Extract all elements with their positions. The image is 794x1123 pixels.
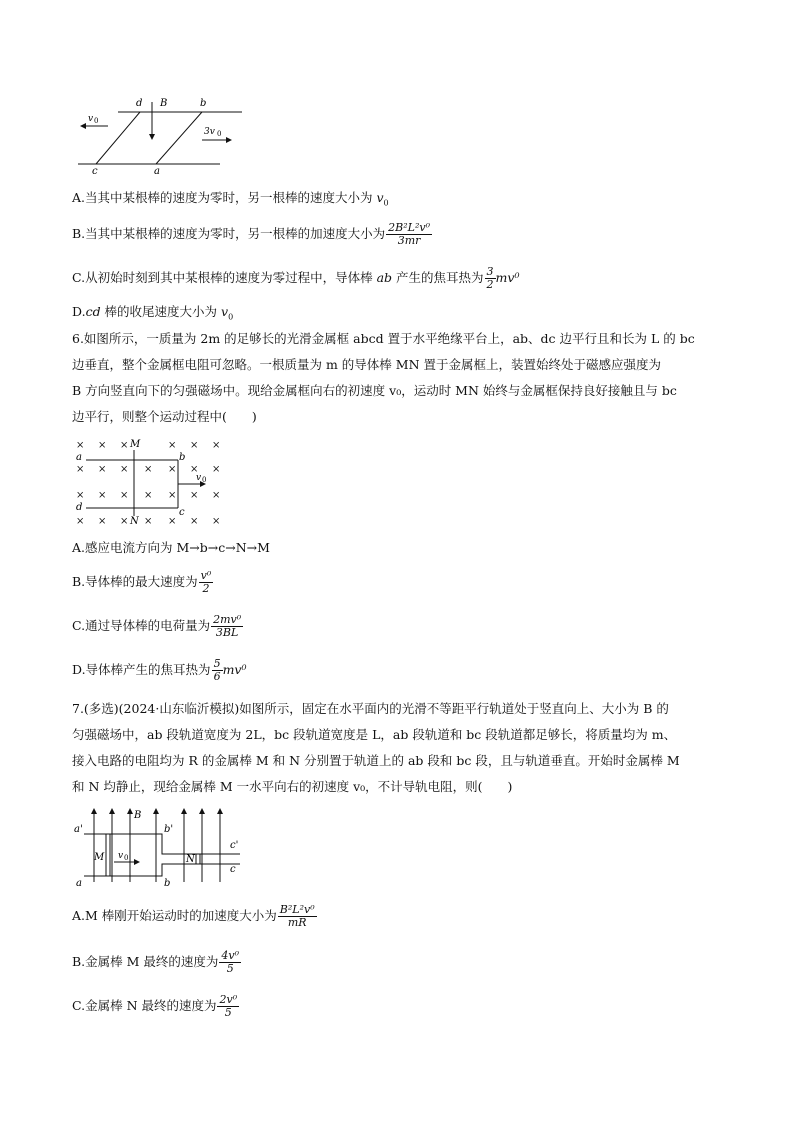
q5-fig-label-3v-sub: 0 [217,130,222,138]
q6-c-fraction: $\frac{\text{2mv⁰}}{3BL}$ [213,613,242,639]
q7-b-fraction: $\frac{\text{4v⁰}}{5}$ [221,949,240,975]
q6-option-c: C.通过导体棒的电荷量为 $\frac{\text{2mv⁰}}{3BL}$ [72,613,242,639]
q6-fig-label-v-sub: 0 [202,476,207,484]
q6-stem-line3: B 方向竖直向下的匀强磁场中。现给金属框向右的初速度 v₀，运动时 MN 始终与金属框保持良好接触且与 bc [72,383,677,398]
q5-fig-label-3v: 3v [204,127,215,137]
q6-option-b: B.导体棒的最大速度为 $\frac{\text{v⁰}}{2}$ [72,569,212,595]
q6-fig-label-c: c [179,507,185,518]
q7-fig-label-v-sub: 0 [124,854,129,862]
q6-fig-label-N: N [130,516,139,527]
q6-field-cross: × [168,464,177,475]
q6-figure [72,436,232,528]
q5-fig-label-d: d [136,98,143,109]
q7-a-fraction: $\frac{\text{B²L²v⁰}}{mR}$ [279,903,315,929]
q5-option-b: B.当其中某根棒的速度为零时，另一根棒的加速度大小为 $\frac{\text{2B²L²v⁰}}{3mr}$ [72,221,431,247]
q5-fig-label-a: a [154,166,160,176]
q7-option-b: B.金属棒 M 最终的速度为 $\frac{\text{4v⁰}}{5}$ [72,949,240,975]
q6-fig-label-v: v [196,473,202,483]
q6-field-cross: × [212,440,221,451]
q6-fig-label-a: a [76,452,82,463]
q6-field-cross: × [120,464,129,475]
q7-fig-label-v: v [118,851,124,861]
q6-stem-line2: 边垂直，整个金属框电阻可忽略。一根质量为 m 的导体棒 MN 置于金属框上，装置始终处于磁感应强度为 [72,357,661,372]
q5-option-a: A.当其中某根棒的速度为零时，另一根棒的速度大小为 $v_0$ [72,190,389,208]
q7-fig-label-B: B [134,810,142,821]
q6-option-d: D.导体棒产生的焦耳热为 $\frac{5}{6}$ mv⁰ [72,657,247,683]
q6-field-cross: × [98,464,107,475]
q6-field-cross: × [168,490,177,501]
q7-fig-label-a-prime: a' [74,824,83,835]
q7-fig-label-b: b [164,878,171,889]
q7-stem-line4: 和 N 均静止，现给金属棒 M 一水平向右的初速度 v₀，不计导轨电阻，则( ) [72,779,513,794]
q5-b-fraction: $\frac{\text{2B²L²v⁰}}{3mr}$ [388,221,431,247]
q7-figure [72,802,252,892]
q6-field-cross: × [120,440,129,451]
q6-field-cross: × [76,464,85,475]
q6-field-cross: × [120,516,129,527]
q6-field-cross: × [76,490,85,501]
q7-fig-label-N: N [186,854,195,865]
q6-field-cross: × [190,516,199,527]
q6-field-cross: × [190,440,199,451]
q6-field-cross: × [144,490,153,501]
q6-b-fraction: $\frac{\text{v⁰}}{2}$ [200,569,212,595]
q6-field-cross: × [98,490,107,501]
q5-option-d: D.cd 棒的收尾速度大小为 $v_0$ [72,304,234,322]
q6-field-cross: × [212,516,221,527]
q6-fig-label-M: M [130,439,141,450]
q6-option-a: A.感应电流方向为 M→b→c→N→M [72,540,270,555]
q7-fig-label-M: M [94,852,105,863]
q6-field-cross: × [168,516,177,527]
q5-fig-label-B: B [160,98,168,109]
q7-stem-line2: 匀强磁场中，ab 段轨道宽度为 2L，bc 段轨道宽度是 L，ab 段轨道和 bc 段轨道都足够长，将质量均为 m、 [72,727,677,742]
q6-field-cross: × [98,440,107,451]
q5-figure [72,94,252,176]
q6-field-cross: × [144,516,153,527]
q6-field-cross: × [76,440,85,451]
q6-field-cross: × [76,516,85,527]
q6-stem [72,326,722,430]
q6-stem-line4: 边平行，则整个运动过程中( ) [72,409,257,424]
q5-c-fraction: $\frac{3}{2}$ [486,265,494,291]
q6-field-cross: × [190,464,199,475]
q7-fig-label-c-prime: c' [230,840,239,851]
q7-option-c: C.金属棒 N 最终的速度为 $\frac{\text{2v⁰}}{5}$ [72,993,238,1019]
q7-stem [72,696,722,800]
q6-field-cross: × [98,516,107,527]
q6-fig-label-d: d [76,502,83,513]
q7-fig-label-a: a [76,878,82,889]
q6-stem-line1: 6.如图所示，一质量为 2m 的足够长的光滑金属框 abcd 置于水平绝缘平台上，ab、dc 边平行且和长为 L 的 bc [72,331,695,346]
q6-field-cross: × [190,490,199,501]
q5-fig-label-b: b [200,98,207,109]
q5-fig-label-v-sub: 0 [94,117,99,125]
q6-field-cross: × [168,440,177,451]
q6-fig-label-b: b [179,452,186,463]
q7-stem-line1: 7.(多选)(2024·山东临沂模拟)如图所示，固定在水平面内的光滑不等距平行轨道处于竖直向上、大小为 B 的 [72,701,669,716]
q7-fig-label-c: c [230,864,236,875]
q7-fig-label-b-prime: b' [164,824,174,835]
q7-c-fraction: $\frac{\text{2v⁰}}{5}$ [219,993,238,1019]
q5-option-c: C.从初始时刻到其中某根棒的速度为零过程中，导体棒 ab 产生的焦耳热为 $\frac{3}{2}$ mv⁰ [72,265,520,291]
q6-field-cross: × [120,490,129,501]
q6-field-cross: × [212,490,221,501]
q6-field-cross: × [144,464,153,475]
q6-field-cross: × [212,464,221,475]
q5-fig-label-v: v [88,114,94,124]
q7-option-a: A.M 棒刚开始运动时的加速度大小为 $\frac{\text{B²L²v⁰}}{mR}$ [72,903,315,929]
q6-d-fraction: $\frac{5}{6}$ [213,657,221,683]
q5-fig-label-c: c [92,166,98,176]
q7-stem-line3: 接入电路的电阻均为 R 的金属棒 M 和 N 分别置于轨道上的 ab 段和 bc 段，且与轨道垂直。开始时金属棒 M [72,753,680,768]
